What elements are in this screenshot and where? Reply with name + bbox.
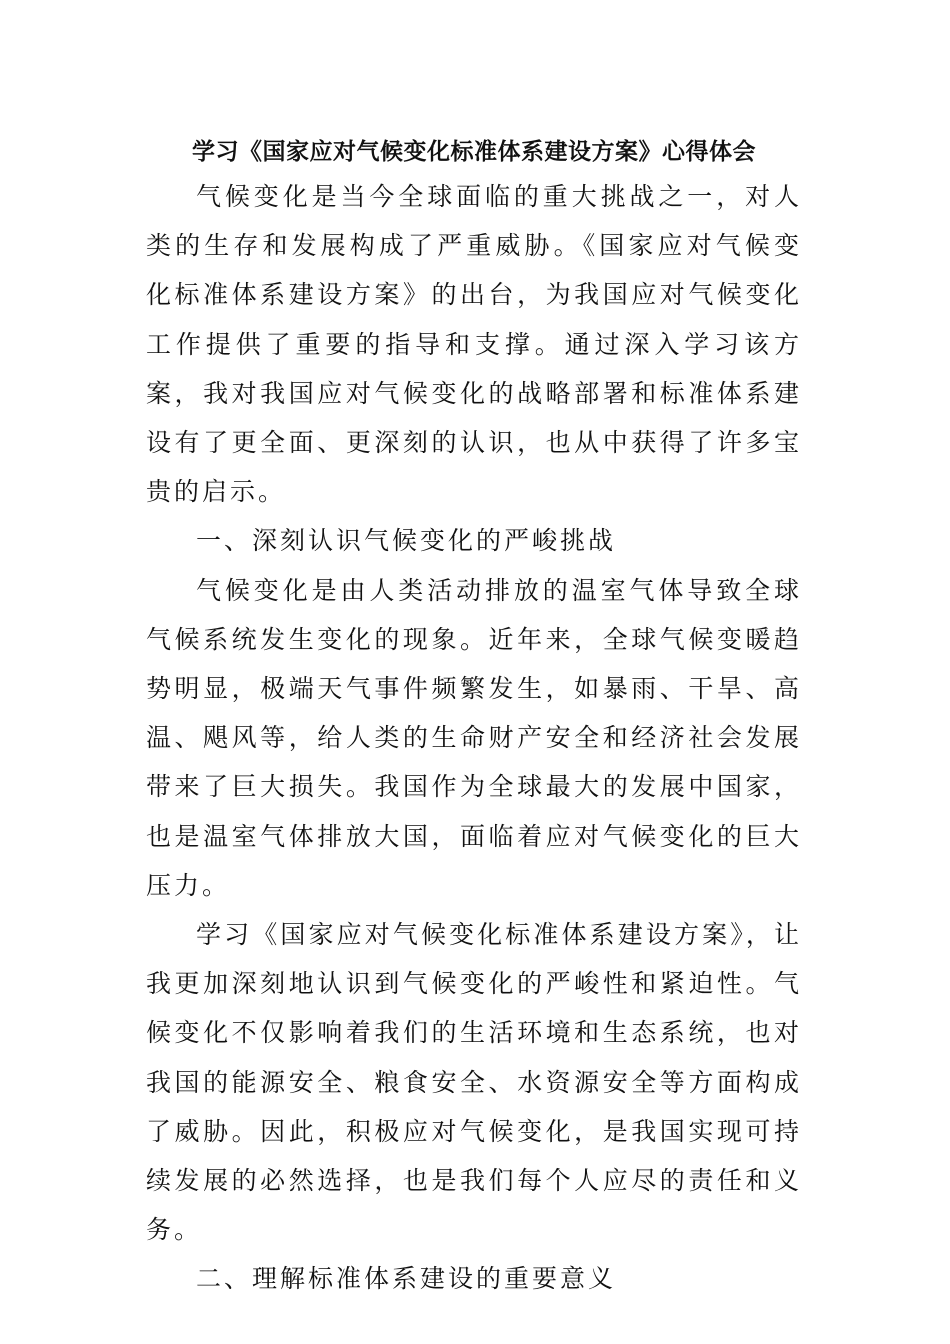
section-heading-2: 二、理解标准体系建设的重要意义 bbox=[196, 1264, 617, 1294]
section-1-paragraph-1: 气候变化是由人类活动排放的温室气体导致全球气候系统发生变化的现象。近年来，全球气候变暖趋势明显，极端天气事件频繁发生，如暴雨、干旱、高温、飓风等，给人类的生命财产安全和经济社会发展带来了巨大损失。我国作为全球最大的发展中国家，也是温室气体排放大国，面临着应对气候变化的巨大压力。 bbox=[146, 575, 802, 900]
section-1-paragraph-2: 学习《国家应对气候变化标准体系建设方案》，让我更加深刻地认识到气候变化的严峻性和紧迫性。气候变化不仅影响着我们的生活环境和生态系统，也对我国的能源安全、粮食安全、水资源安全等方面构成了威胁。因此，积极应对气候变化，是我国实现可持续发展的必然选择，也是我们每个人应尽的责任和义务。 bbox=[146, 920, 802, 1245]
intro-paragraph: 气候变化是当今全球面临的重大挑战之一，对人类的生存和发展构成了严重威胁。《国家应对气候变化标准体系建设方案》的出台，为我国应对气候变化工作提供了重要的指导和支撑。通过深入学习该方案，我对我国应对气候变化的战略部署和标准体系建设有了更全面、更深刻的认识，也从中获得了许多宝贵的启示。 bbox=[146, 182, 802, 507]
document-body bbox=[146, 132, 802, 1304]
section-heading-1: 一、深刻认识气候变化的严峻挑战 bbox=[196, 526, 617, 556]
document-title: 学习《国家应对气候变化标准体系建设方案》心得体会 bbox=[192, 139, 756, 165]
